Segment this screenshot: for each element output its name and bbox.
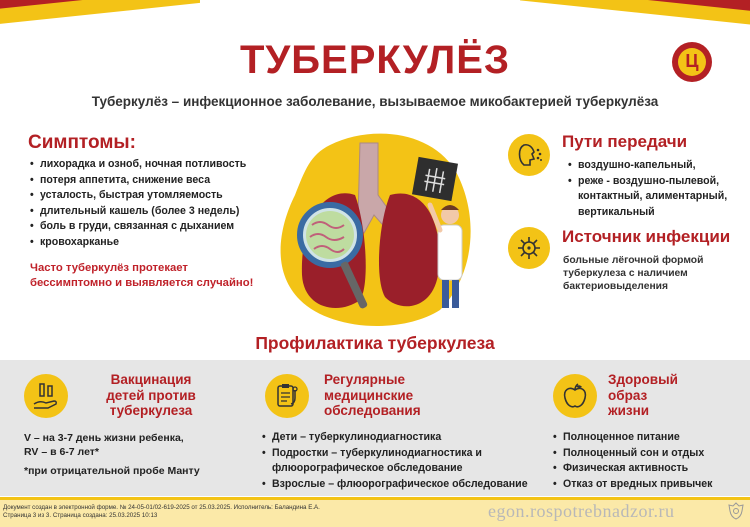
transmission-title: Пути передачи	[562, 132, 688, 151]
note-line: Часто туберкулёз протекает	[30, 262, 188, 274]
page-title: ТУБЕРКУЛЁЗ	[239, 38, 511, 82]
lungs-illustration	[260, 125, 500, 330]
asymptomatic-note	[30, 261, 260, 291]
symptom-item: • длительный кашель (более 3 недель)	[30, 204, 280, 220]
bacteria-icon	[508, 227, 550, 269]
prevention-title: Профилактика туберкулеза	[255, 333, 495, 353]
vaccination-schedule	[24, 431, 254, 459]
healthy-item: • Полноценное питание	[553, 430, 743, 446]
symptom-item: • потеря аппетита, снижение веса	[30, 173, 280, 189]
footer-line: Страница 3 из 3. Страница создана: 25.03.2025 10:13	[3, 512, 158, 519]
vaccine-hand-icon	[24, 374, 68, 418]
healthy-title-line: жизни	[608, 403, 650, 418]
source-title: Источник инфекции	[562, 227, 731, 246]
vaccination-note: *при отрицательной пробе Манту	[24, 465, 200, 477]
apple-icon	[553, 374, 597, 418]
transmission-item: • воздушно-капельный,	[568, 158, 748, 174]
checkups-title-line: обследования	[324, 403, 421, 418]
vaccination-title	[86, 372, 216, 419]
symptom-item: • усталость, быстрая утомляемость	[30, 188, 280, 204]
healthy-list	[553, 430, 743, 492]
vaccination-title-line: туберкулеза	[109, 403, 193, 418]
healthy-title-line: образ	[608, 387, 648, 403]
emblem-icon	[728, 502, 744, 520]
footer-line: Документ создан в электронной форме. № 24-05-01/02-619-2025 от 25.03.2025. Исполнитель: Баландина Е.А.	[3, 504, 320, 511]
healthy-item: • Полноценный сон и отдых	[553, 446, 743, 462]
checkups-list	[262, 430, 532, 492]
healthy-item: • Физическая активность	[553, 461, 743, 477]
checkups-title-line: медицинские	[324, 387, 414, 403]
clipboard-stethoscope-icon	[265, 374, 309, 418]
note-line: бессимптомно и выявляется случайно!	[30, 277, 254, 289]
site-watermark: egon.rospotrebnadzor.ru	[488, 501, 675, 521]
transmission-item: • реже - воздушно-пылевой, контактный, алиментарный, вертикальный	[568, 174, 748, 221]
checkups-title-line: Регулярные	[324, 372, 406, 387]
transmission-list	[568, 158, 748, 220]
checkup-item: • Подростки – туберкулинодиагностика и флюорографическое обследование	[262, 446, 532, 477]
document-footer	[3, 504, 473, 520]
sneezing-face-icon	[508, 134, 550, 176]
logo-letter: Ц	[685, 51, 699, 71]
checkup-item: • Дети – туберкулинодиагностика	[262, 430, 532, 446]
healthy-title-line: Здоровый	[608, 372, 678, 387]
page-subtitle: Туберкулёз – инфекционное заболевание, вызываемое микобактерией туберкулёза	[91, 94, 659, 109]
vaccination-title-line: Вакцинация	[110, 372, 192, 387]
checkup-item: • Взрослые – флюорографическое обследование	[262, 477, 532, 493]
symptom-item: • лихорадка и озноб, ночная потливость	[30, 157, 280, 173]
vaccination-line: V – на 3-7 день жизни ребенка,	[24, 432, 184, 444]
symptoms-title: Симптомы:	[28, 132, 136, 153]
symptoms-list	[30, 157, 280, 251]
vaccination-line: RV – в 6-7 лет*	[24, 446, 99, 458]
logo-icon	[672, 42, 712, 82]
healthy-item: • Отказ от вредных привычек	[553, 477, 743, 493]
symptom-item: • кровохарканье	[30, 235, 280, 251]
symptom-item: • боль в груди, связанная с дыханием	[30, 219, 280, 235]
source-text: больные лёгочной формой туберкулеза с наличием бактериовыделения	[563, 255, 704, 292]
healthy-lifestyle-title	[608, 372, 708, 419]
checkups-title	[324, 372, 454, 419]
vaccination-title-line: детей против	[106, 387, 196, 403]
